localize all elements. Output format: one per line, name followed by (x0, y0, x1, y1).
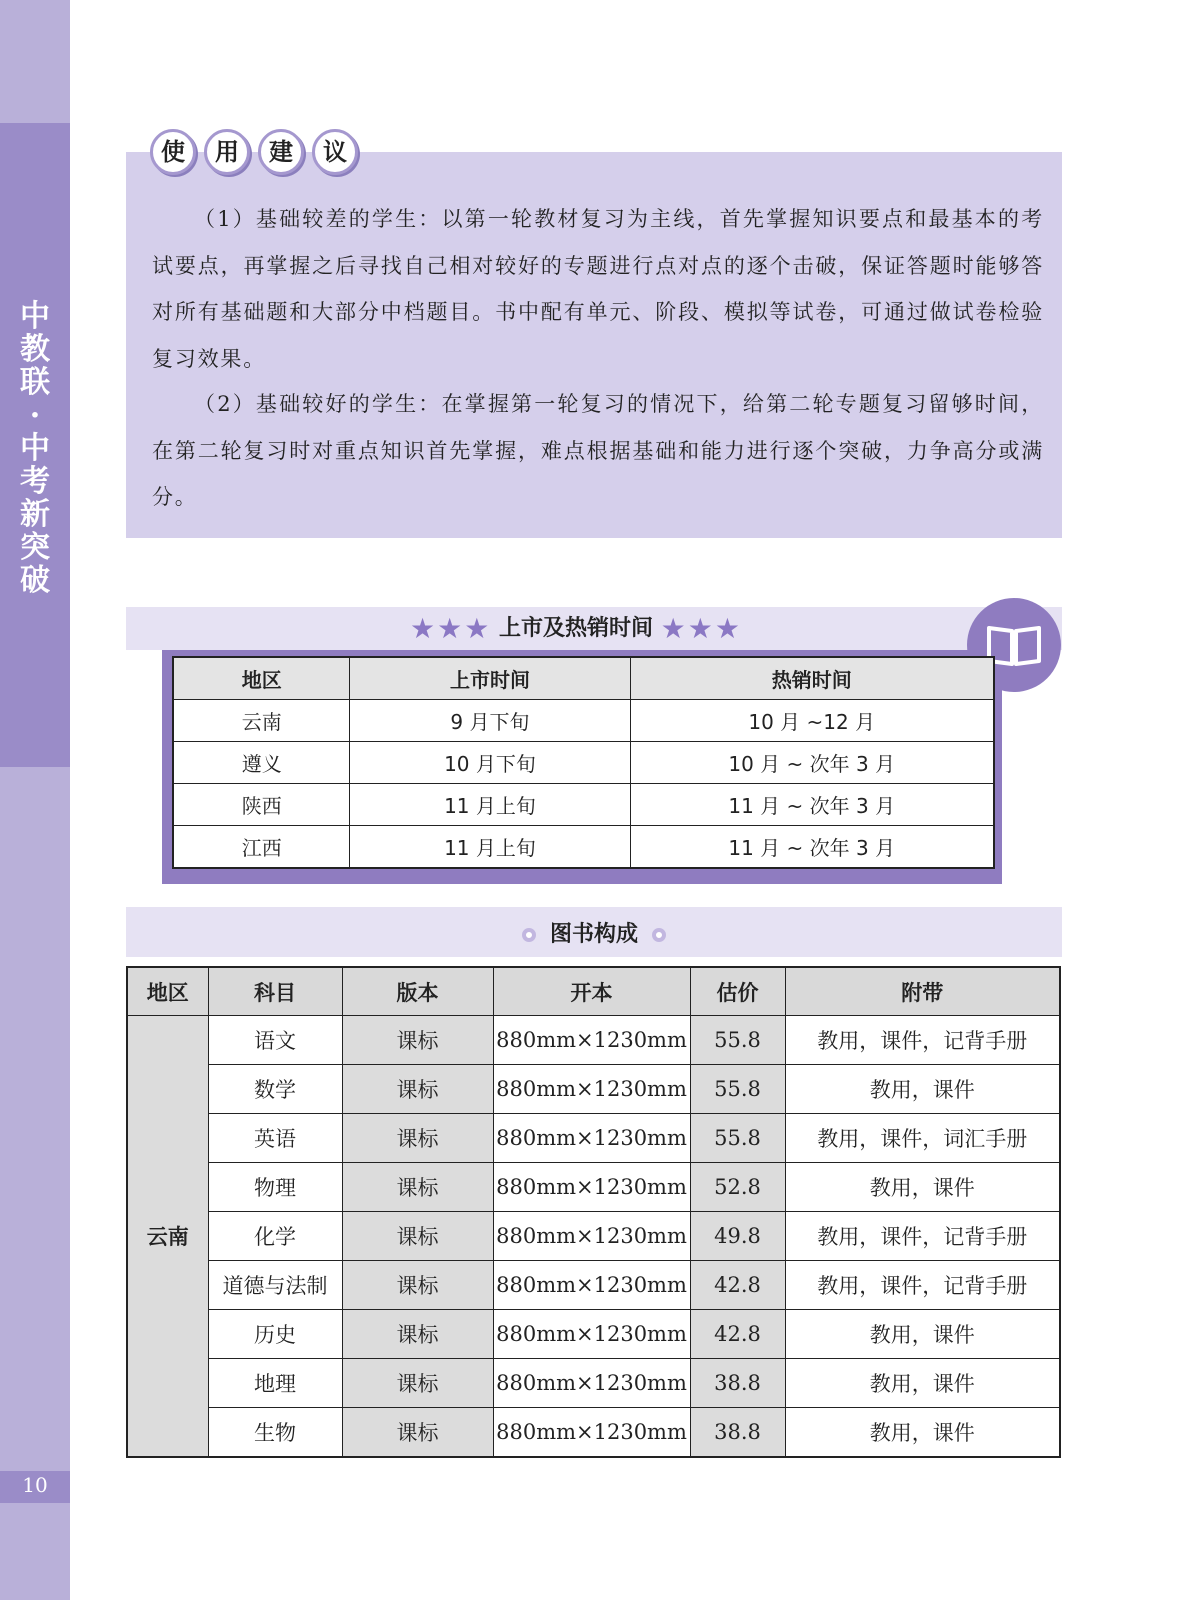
region-cell: 云南 (127, 1016, 208, 1458)
price-cell: 42.8 (690, 1310, 785, 1359)
subject-cell: 数学 (208, 1065, 342, 1114)
column-header: 版本 (342, 967, 493, 1016)
extras-cell: 教用，课件 (785, 1310, 1060, 1359)
table-row (127, 1310, 1060, 1359)
table-cell: 10 月下旬 (350, 742, 630, 784)
subject-cell: 道德与法制 (208, 1261, 342, 1310)
extras-cell: 教用，课件，记背手册 (785, 1212, 1060, 1261)
format-cell: 880mm×1230mm (493, 1114, 690, 1163)
format-cell: 880mm×1230mm (493, 1212, 690, 1261)
heading-badge: 议 (312, 129, 358, 175)
table-cell: 11 月上旬 (350, 826, 630, 869)
price-cell: 55.8 (690, 1114, 785, 1163)
composition-table (126, 966, 1061, 1458)
sidebar-title-char: 新 (20, 497, 50, 532)
price-cell: 38.8 (690, 1359, 785, 1408)
format-cell: 880mm×1230mm (493, 1359, 690, 1408)
subject-cell: 化学 (208, 1212, 342, 1261)
sidebar-title (14, 300, 56, 597)
sidebar-title-char: 联 (20, 365, 50, 400)
edition-cell: 课标 (342, 1114, 493, 1163)
edition-cell: 课标 (342, 1065, 493, 1114)
table-row (173, 784, 994, 826)
table-row (127, 1359, 1060, 1408)
sidebar-title-char: 中 (20, 299, 50, 334)
star-icon: ★★★ (410, 612, 492, 645)
sidebar-title-char: · (29, 398, 41, 433)
tips-paragraph-1: （1）基础较差的学生：以第一轮教材复习为主线，首先掌握知识要点和最基本的考试要点，再掌握之后寻找自己相对较好的专题进行点对点的逐个击破，保证答题时能够答对所有基础题和大部分中档题目。书中配有单元、阶段、模拟等试卷，可通过做试卷检验复习效果。 (152, 207, 1044, 371)
table-row (127, 1261, 1060, 1310)
subject-cell: 物理 (208, 1163, 342, 1212)
table-row (127, 1114, 1060, 1163)
edition-cell: 课标 (342, 1261, 493, 1310)
extras-cell: 教用，课件，记背手册 (785, 1261, 1060, 1310)
extras-cell: 教用，课件，记背手册 (785, 1016, 1060, 1065)
edition-cell: 课标 (342, 1310, 493, 1359)
star-icon: ★★★ (660, 612, 742, 645)
column-header: 开本 (493, 967, 690, 1016)
extras-cell: 教用，课件 (785, 1065, 1060, 1114)
heading-badge: 用 (204, 129, 250, 175)
table-cell: 遵义 (173, 742, 350, 784)
subject-cell: 英语 (208, 1114, 342, 1163)
table-row (173, 826, 994, 869)
price-cell: 52.8 (690, 1163, 785, 1212)
launch-title-text: 上市及热销时间 (498, 616, 653, 641)
sidebar-title-char: 突 (20, 530, 50, 565)
edition-cell: 课标 (342, 1163, 493, 1212)
sidebar-title-char: 教 (20, 332, 50, 367)
price-cell: 55.8 (690, 1016, 785, 1065)
composition-section-title (126, 917, 1062, 948)
format-cell: 880mm×1230mm (493, 1408, 690, 1458)
table-row (127, 1016, 1060, 1065)
column-header: 地区 (173, 657, 350, 700)
format-cell: 880mm×1230mm (493, 1016, 690, 1065)
edition-cell: 课标 (342, 1016, 493, 1065)
table-cell: 云南 (173, 700, 350, 742)
page-number: 10 (22, 1473, 48, 1497)
table-header-row (127, 967, 1060, 1016)
price-cell: 49.8 (690, 1212, 785, 1261)
composition-table-body (127, 1016, 1060, 1458)
table-row (127, 1065, 1060, 1114)
extras-cell: 教用，课件 (785, 1163, 1060, 1212)
table-row (127, 1163, 1060, 1212)
format-cell: 880mm×1230mm (493, 1163, 690, 1212)
table-row (127, 1212, 1060, 1261)
extras-cell: 教用，课件，词汇手册 (785, 1114, 1060, 1163)
sidebar-title-char: 中 (20, 431, 50, 466)
column-header: 上市时间 (350, 657, 630, 700)
circle-dot-icon (652, 928, 666, 942)
price-cell: 55.8 (690, 1065, 785, 1114)
price-cell: 38.8 (690, 1408, 785, 1458)
sidebar-title-char: 考 (20, 464, 50, 499)
table-cell: 9 月下旬 (350, 700, 630, 742)
column-header: 科目 (208, 967, 342, 1016)
table-cell: 10 月 ~12 月 (630, 700, 994, 742)
edition-cell: 课标 (342, 1408, 493, 1458)
format-cell: 880mm×1230mm (493, 1065, 690, 1114)
table-row (127, 1408, 1060, 1458)
table-cell: 11 月上旬 (350, 784, 630, 826)
launch-section-title (126, 611, 1026, 645)
subject-cell: 语文 (208, 1016, 342, 1065)
subject-cell: 历史 (208, 1310, 342, 1359)
table-cell: 陕西 (173, 784, 350, 826)
tips-paragraph-2: （2）基础较好的学生：在掌握第一轮复习的情况下，给第二轮专题复习留够时间，在第二轮复习时对重点知识首先掌握，难点根据基础和能力进行逐个突破，力争高分或满分。 (152, 392, 1044, 509)
extras-cell: 教用，课件 (785, 1408, 1060, 1458)
format-cell: 880mm×1230mm (493, 1261, 690, 1310)
table-cell: 11 月 ~ 次年 3 月 (630, 784, 994, 826)
sidebar-title-char: 破 (20, 563, 50, 598)
heading-badge: 建 (258, 129, 304, 175)
format-cell: 880mm×1230mm (493, 1310, 690, 1359)
column-header: 估价 (690, 967, 785, 1016)
table-cell: 11 月 ~ 次年 3 月 (630, 826, 994, 869)
table-cell: 江西 (173, 826, 350, 869)
edition-cell: 课标 (342, 1212, 493, 1261)
table-cell: 10 月 ~ 次年 3 月 (630, 742, 994, 784)
subject-cell: 生物 (208, 1408, 342, 1458)
heading-badge: 使 (150, 129, 196, 175)
column-header: 地区 (127, 967, 208, 1016)
edition-cell: 课标 (342, 1359, 493, 1408)
extras-cell: 教用，课件 (785, 1359, 1060, 1408)
table-row (173, 742, 994, 784)
launch-table (172, 656, 995, 869)
price-cell: 42.8 (690, 1261, 785, 1310)
table-header-row (173, 657, 994, 700)
column-header: 热销时间 (630, 657, 994, 700)
subject-cell: 地理 (208, 1359, 342, 1408)
circle-dot-icon (522, 928, 536, 942)
table-row (173, 700, 994, 742)
composition-title-text: 图书构成 (549, 922, 638, 947)
column-header: 附带 (785, 967, 1060, 1016)
